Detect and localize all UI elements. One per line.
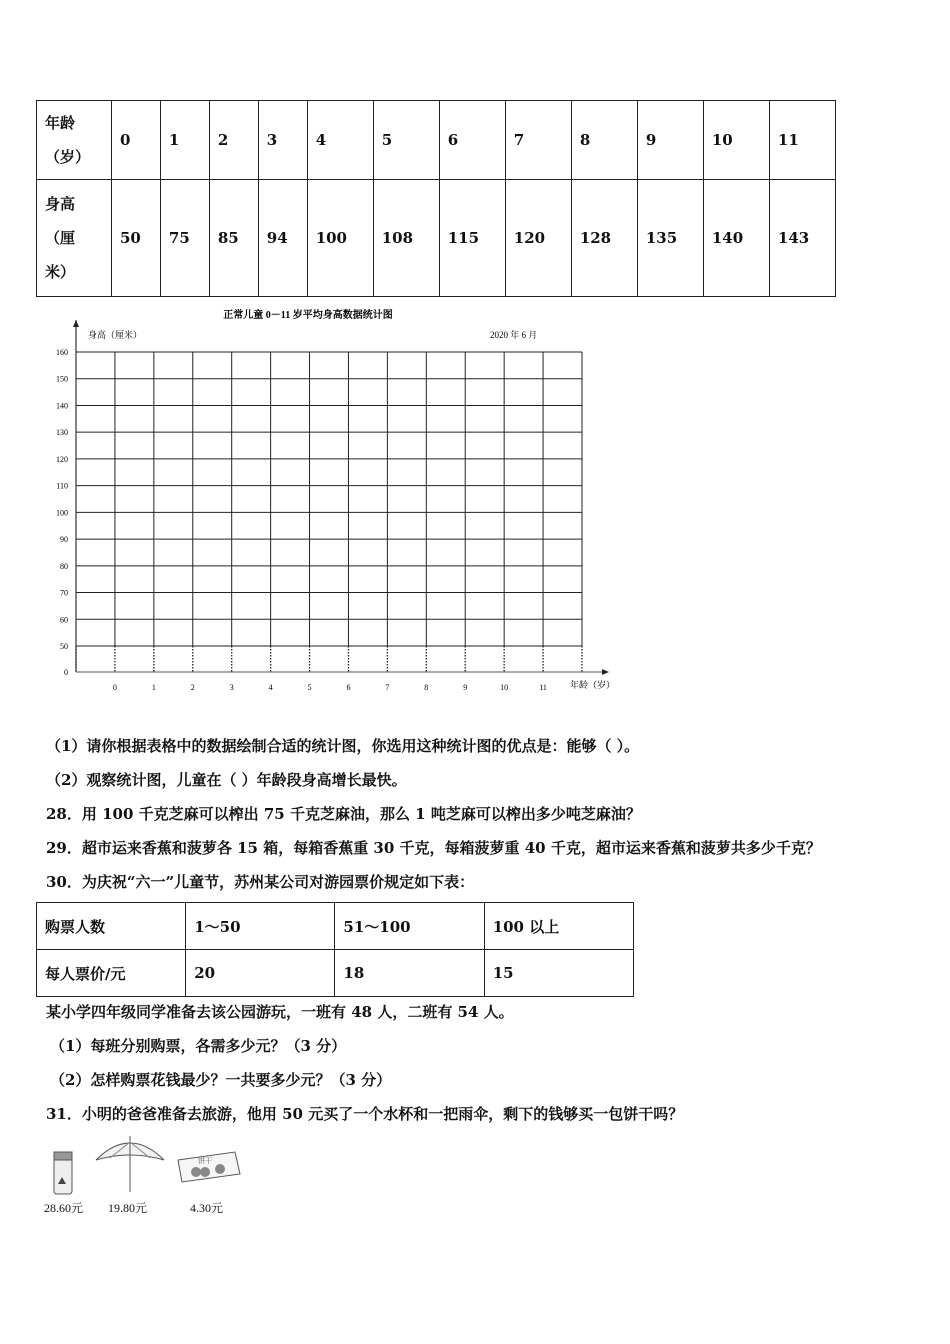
table-cell: 128 bbox=[571, 180, 637, 297]
table-cell: 7 bbox=[505, 101, 571, 180]
q28-text: 28．用 100 千克芝麻可以榨出 75 千克芝麻油，那么 1 吨芝麻可以榨出多少吨芝麻油？ bbox=[46, 805, 641, 823]
q29-text: 29．超市运来香蕉和菠萝各 15 箱，每箱香蕉重 30 千克，每箱菠萝重 40 千克，超市运来香蕉和菠萝共多少千克？ bbox=[46, 839, 821, 857]
age-height-table bbox=[36, 100, 836, 297]
table-cell: 0 bbox=[112, 101, 161, 180]
q30-part1: （1）每班分别购票，各需多少元？（3 分） bbox=[50, 1037, 347, 1055]
biscuit-price: 4.30元 bbox=[190, 1201, 224, 1215]
table-cell: 3 bbox=[258, 101, 307, 180]
biscuit-label: 饼干 bbox=[198, 1157, 212, 1165]
table-cell: 6 bbox=[439, 101, 505, 180]
x-tick-label: 9 bbox=[463, 683, 468, 692]
x-axis-arrow-icon bbox=[602, 669, 609, 675]
y-tick-label: 140 bbox=[56, 401, 68, 411]
table-cell: 2 bbox=[209, 101, 258, 180]
table-cell: 1 bbox=[160, 101, 209, 180]
chart-date: 2020 年 6 月 bbox=[490, 330, 538, 340]
table-cell: 每人票价/元 bbox=[37, 950, 186, 997]
x-tick-label: 0 bbox=[112, 683, 117, 692]
x-tick-label: 5 bbox=[307, 683, 312, 692]
y-tick-label: 150 bbox=[56, 374, 68, 384]
height-chart-grid bbox=[40, 305, 630, 700]
table-cell: 100 以上 bbox=[484, 903, 633, 950]
table-header-height: 身高 （厘 米） bbox=[37, 180, 112, 297]
y-tick-label: 90 bbox=[60, 535, 68, 545]
table-row bbox=[37, 903, 634, 950]
table-cell: 143 bbox=[769, 180, 835, 297]
x-tick-label: 8 bbox=[424, 683, 429, 692]
ticket-price-table bbox=[36, 902, 634, 997]
table-cell: 100 bbox=[307, 180, 373, 297]
y-axis-arrow-icon bbox=[73, 320, 79, 327]
y-tick-label: 130 bbox=[56, 428, 68, 438]
x-tick-label: 2 bbox=[190, 683, 195, 692]
x-tick-label: 11 bbox=[539, 683, 547, 692]
table-row bbox=[37, 950, 634, 997]
x-tick-label: 3 bbox=[229, 683, 234, 692]
cup-icon bbox=[54, 1152, 72, 1194]
table-row bbox=[37, 180, 836, 297]
y-tick-label: 160 bbox=[56, 348, 68, 357]
y-tick-label: 120 bbox=[56, 454, 68, 464]
y-tick-label: 100 bbox=[56, 508, 68, 518]
table-cell: 5 bbox=[373, 101, 439, 180]
table-cell: 75 bbox=[160, 180, 209, 297]
x-tick-label: 4 bbox=[268, 683, 273, 692]
q30-part2: （2）怎样购票花钱最少？一共要多少元？（3 分） bbox=[50, 1071, 392, 1089]
cup-price: 28.60元 bbox=[44, 1201, 84, 1215]
table-cell: 108 bbox=[373, 180, 439, 297]
table-cell: 51～100 bbox=[335, 903, 484, 950]
table-cell: 18 bbox=[335, 950, 484, 997]
x-tick-label: 7 bbox=[385, 683, 390, 692]
y-tick-label: 70 bbox=[60, 588, 68, 598]
table-cell: 9 bbox=[637, 101, 703, 180]
q31-pictures bbox=[40, 1132, 260, 1200]
table-cell: 115 bbox=[439, 180, 505, 297]
umbrella-icon bbox=[96, 1136, 164, 1192]
table-cell: 85 bbox=[209, 180, 258, 297]
y-tick-label: 60 bbox=[60, 615, 68, 625]
q30-intro: 30．为庆祝“六一”儿童节，苏州某公司对游园票价规定如下表： bbox=[46, 873, 475, 891]
y-tick-label: 80 bbox=[60, 561, 68, 571]
table-cell: 1～50 bbox=[186, 903, 335, 950]
x-tick-label: 1 bbox=[151, 683, 156, 692]
y-tick-label: 0 bbox=[64, 668, 68, 677]
chart-title: 正常儿童 0－11 岁平均身高数据统计图 bbox=[223, 310, 393, 321]
table-cell: 11 bbox=[769, 101, 835, 180]
q30-text: 某小学四年级同学准备去该公园游玩，一班有 48 人，二班有 54 人。 bbox=[46, 1003, 514, 1021]
biscuit-icon bbox=[178, 1152, 240, 1182]
table-cell: 140 bbox=[703, 180, 769, 297]
table-header-age: 年龄 （岁） bbox=[37, 101, 112, 180]
q27-part2: （2）观察统计图，儿童在（ ）年龄段身高增长最快。 bbox=[46, 771, 407, 789]
q27-part1: （1）请你根据表格中的数据绘制合适的统计图，你选用这种统计图的优点是：能够（ ）。 bbox=[46, 737, 640, 755]
table-cell: 购票人数 bbox=[37, 903, 186, 950]
y-tick-label: 50 bbox=[60, 642, 68, 651]
table-cell: 10 bbox=[703, 101, 769, 180]
table-cell: 8 bbox=[571, 101, 637, 180]
table-row bbox=[37, 101, 836, 180]
chart-ylabel: 身高（厘米） bbox=[88, 330, 143, 340]
table-cell: 120 bbox=[505, 180, 571, 297]
y-tick-label: 110 bbox=[56, 481, 68, 491]
x-tick-label: 10 bbox=[500, 683, 509, 692]
table-cell: 20 bbox=[186, 950, 335, 997]
chart-xlabel: 年龄（岁） bbox=[570, 680, 616, 690]
q31-text: 31．小明的爸爸准备去旅游，他用 50 元买了一个水杯和一把雨伞，剩下的钱够买一包饼干吗？ bbox=[46, 1105, 684, 1123]
table-cell: 4 bbox=[307, 101, 373, 180]
table-cell: 135 bbox=[637, 180, 703, 297]
table-cell: 15 bbox=[484, 950, 633, 997]
umbrella-price: 19.80元 bbox=[108, 1201, 148, 1215]
table-cell: 94 bbox=[258, 180, 307, 297]
x-tick-label: 6 bbox=[346, 683, 351, 692]
table-cell: 50 bbox=[112, 180, 161, 297]
